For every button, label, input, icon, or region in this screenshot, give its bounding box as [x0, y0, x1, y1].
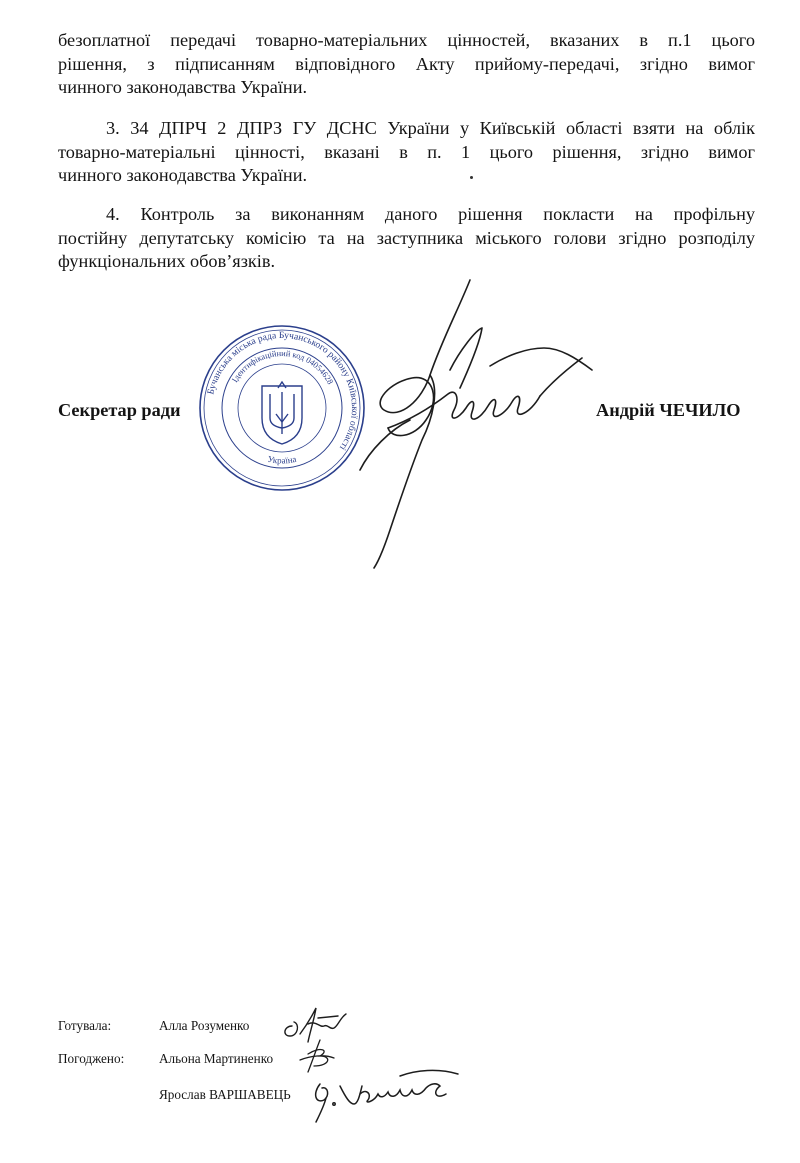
signatory-role: Секретар ради	[58, 400, 181, 420]
paragraph-line: чинного законодавства України.	[58, 165, 308, 186]
handwritten-signature-agreed-2	[300, 1064, 468, 1124]
prepared-name: Алла Розуменко	[159, 1018, 250, 1033]
paragraph-line: рішення, з підписанням відповідного Акту прийому-передачі, згідно вимог	[58, 53, 755, 74]
seal-bottom-text: Україна	[266, 453, 298, 466]
paragraph-transfer	[58, 29, 755, 100]
svg-text:Україна	[267, 454, 297, 466]
paragraph-line: товарно-матеріальні цінності, вказані в п. 1 цього рішення, згідно вимог	[58, 141, 755, 162]
handwritten-signature-main	[330, 270, 600, 570]
svg-text:Ідентифікаційний код 04054628	[230, 349, 334, 386]
paragraph-line: функціональних обов’язків.	[58, 251, 276, 272]
paragraph-item-4	[58, 203, 755, 274]
paragraph-item-3	[58, 117, 755, 188]
prepared-label: Готувала:	[58, 1018, 112, 1033]
paragraph-line: постійну депутатську комісію та на заступника міського голови згідно розподілу	[58, 227, 755, 248]
seal-outer-text: Бучанська міська рада Бучанського району Київської області	[205, 329, 361, 453]
paragraph-line: 4. Контроль за виконанням даного рішення покласти на профільну	[106, 204, 755, 224]
paragraph-line: 3. 34 ДПРЧ 2 ДПРЗ ГУ ДСНС України у Київській області взяти на облік	[106, 118, 755, 138]
agreed-name-2: Ярослав ВАРШАВЕЦЬ	[159, 1087, 291, 1102]
seal-inner-text: Ідентифікаційний код 04054628	[230, 348, 335, 386]
paragraph-line: чинного законодавства України.	[58, 77, 308, 98]
signatory-name: Андрій ЧЕЧИЛО	[596, 400, 741, 420]
scan-speck	[470, 176, 473, 179]
trident-icon	[262, 382, 302, 444]
agreed-label: Погоджено:	[58, 1051, 125, 1066]
agreed-name-1: Альона Мартиненко	[159, 1051, 274, 1066]
paragraph-line: безоплатної передачі товарно-матеріальних цінностей, вказаних в п.1 цього	[58, 30, 755, 50]
